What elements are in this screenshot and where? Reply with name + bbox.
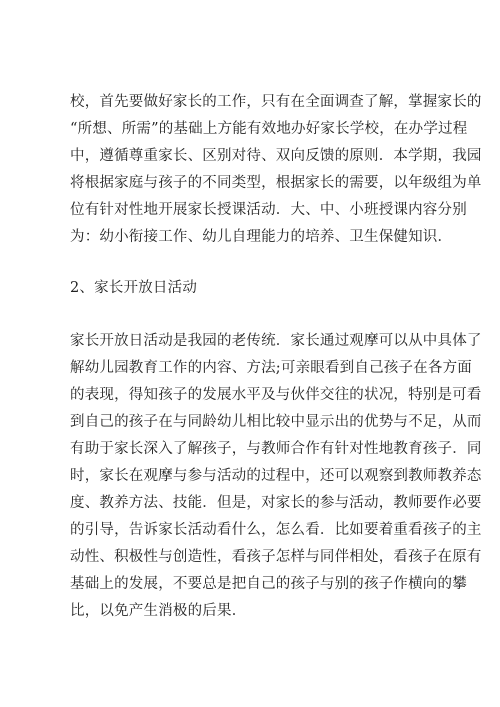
text-line: 解幼儿园教育工作的内容、方法;可亲眼看到自己孩子在各方面 — [70, 360, 472, 376]
text-line: 基础上的发展，不要总是把自己的孩子与别的孩子作横向的攀 — [70, 576, 467, 592]
text-line: 家长开放日活动是我园的老传统．家长通过观摩可以从中具体了 — [70, 333, 482, 349]
text-line: 动性、积极性与创造性，看孩子怎样与同伴相处，看孩子在原有 — [70, 549, 482, 565]
text-line: “所想、所需”的基础上方能有效地办好家长学校，在办学过程 — [70, 121, 468, 137]
section-heading: 2、家长开放日活动 — [70, 280, 198, 296]
text-line: 到自己的孩子在与同龄幼儿相比较中显示出的优势与不足，从而 — [70, 414, 482, 430]
text-line: 度、教养方法、技能．但是，对家长的参与活动，教师要作必要 — [70, 495, 482, 511]
text-line: 时，家长在观摩与参与活动的过程中，还可以观察到教师教养态 — [70, 468, 482, 484]
text-line: 的表现，得知孩子的发展水平及与伙伴交往的状况，特别是可看 — [70, 387, 482, 403]
text-line: 为：幼小衔接工作、幼儿自理能力的培养、卫生保健知识． — [70, 229, 453, 245]
text-line: 位有针对性地开展家长授课活动．大、中、小班授课内容分别 — [70, 202, 467, 218]
text-line: 有助于家长深入了解孩子，与教师合作有针对性地教育孩子．同 — [70, 441, 482, 457]
text-line: 的引导，告诉家长活动看什么，怎么看．比如要着重看孩子的主 — [70, 522, 482, 538]
text-line: 校，首先要做好家长的工作，只有在全面调查了解，掌握家长的 — [70, 94, 482, 110]
text-line: 将根据家庭与孩子的不同类型，根据家长的需要，以年级组为单 — [70, 175, 482, 191]
text-line: 比，以免产生消极的后果． — [70, 603, 247, 619]
text-line: 中，遵循尊重家长、区别对待、双向反馈的原则．本学期，我园 — [70, 148, 482, 164]
